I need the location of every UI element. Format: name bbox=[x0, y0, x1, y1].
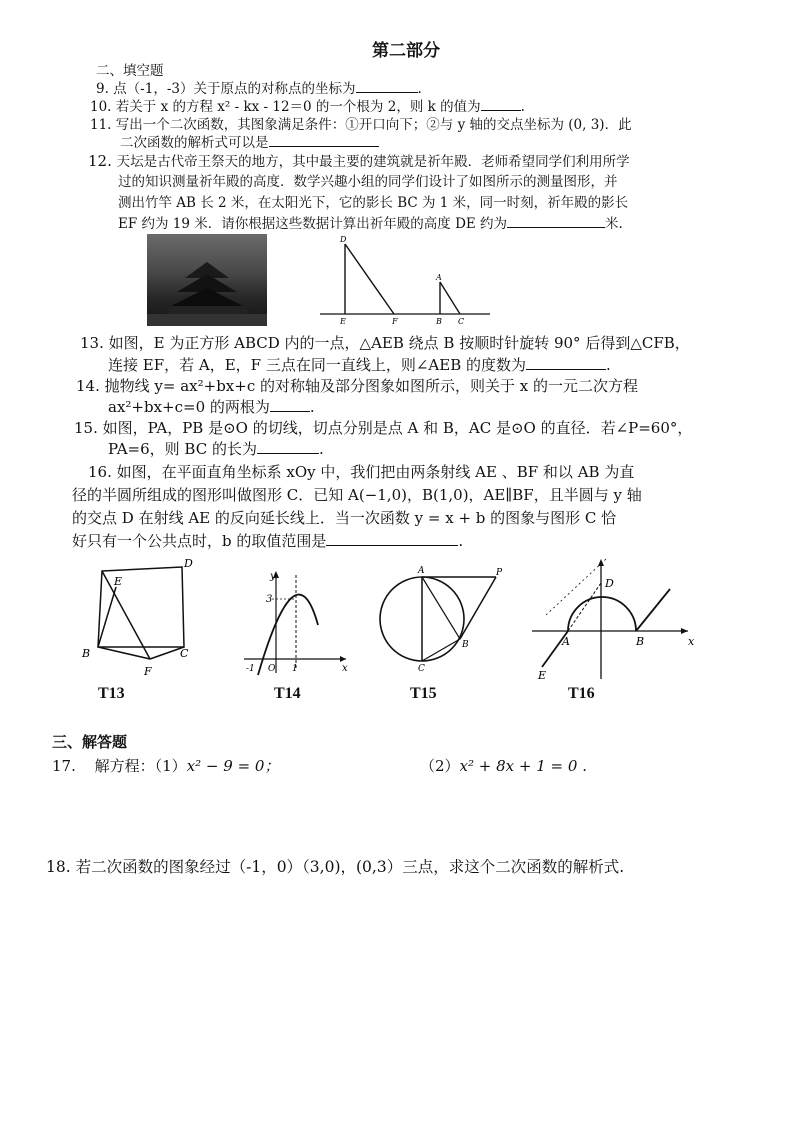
label-3: 3 bbox=[266, 594, 273, 605]
question-18 bbox=[46, 858, 624, 876]
label-minus1: -1 bbox=[246, 664, 255, 674]
label-A: A bbox=[418, 566, 425, 576]
question-13-line2 bbox=[108, 356, 611, 374]
question-17 bbox=[52, 757, 279, 775]
punct: . bbox=[458, 532, 464, 550]
label-y: y bbox=[270, 571, 276, 582]
label-x: x bbox=[688, 635, 695, 648]
label-B: B bbox=[436, 317, 442, 326]
question-14-line2 bbox=[108, 398, 315, 416]
answer-blank bbox=[326, 533, 458, 546]
question-number: 11. bbox=[90, 117, 112, 133]
question-text: 若二次函数的图象经过（-1，0）（3,0)，(0,3）三点，求这个二次函数的解析式. bbox=[75, 858, 625, 876]
label-C: C bbox=[180, 647, 189, 660]
punct: . bbox=[520, 99, 525, 115]
label-D: D bbox=[340, 235, 347, 244]
temple-silhouette bbox=[147, 234, 267, 326]
question-text: 写出一个二次函数，其图象满足条件：①开口向下；②与 y 轴的交点坐标为 (0, 3)．此 bbox=[115, 117, 632, 133]
temple-photo bbox=[147, 234, 267, 326]
question-text: 抛物线 y= ax²+bx+c 的对称轴及部分图象如图所示，则关于 x 的一元二次方程 bbox=[104, 377, 639, 395]
label-C: C bbox=[458, 317, 465, 326]
question-text: （2） bbox=[420, 757, 460, 775]
answer-blank bbox=[507, 215, 605, 228]
question-17-part2 bbox=[420, 757, 587, 775]
question-9 bbox=[96, 80, 422, 98]
question-text: 天坛是古代帝王祭天的地方，其中最主要的建筑就是祈年殿．老师希望同学们利用所学 bbox=[116, 154, 630, 170]
answer-blank bbox=[526, 357, 606, 370]
question-number: 10. bbox=[90, 99, 112, 115]
punct: . bbox=[309, 398, 315, 416]
label-B: B bbox=[462, 640, 469, 650]
label-x: x bbox=[342, 663, 348, 674]
page-title: 第二部分 bbox=[372, 41, 440, 61]
label-A: A bbox=[562, 635, 570, 648]
question-14-line1 bbox=[76, 377, 638, 395]
caption-t14: T14 bbox=[274, 685, 301, 702]
question-16-line2: 径的半圆所组成的图形叫做图形 C．已知 A(−1,0)，B(1,0)，AE∥BF，且半圆与 y 轴 bbox=[72, 486, 642, 504]
question-text: PA=6，则 BC 的长为 bbox=[108, 440, 257, 458]
answer-blank bbox=[481, 98, 521, 111]
question-text: 如图，PA，PB 是⊙O 的切线，切点分别是点 A 和 B，AC 是⊙O 的直径．若∠P=60°， bbox=[102, 419, 693, 437]
question-text: EF 约为 19 米．请你根据这些数据计算出祈年殿的高度 DE 约为 bbox=[118, 216, 508, 232]
figure-t15 bbox=[378, 563, 510, 681]
label-D: D bbox=[605, 577, 614, 590]
caption-t15: T15 bbox=[410, 685, 437, 702]
caption-t16: T16 bbox=[568, 685, 595, 702]
answer-blank bbox=[257, 441, 319, 454]
answer-blank bbox=[270, 399, 310, 412]
question-10 bbox=[90, 98, 525, 116]
figure-t16 bbox=[528, 555, 698, 685]
label-P: P bbox=[496, 568, 503, 578]
question-number: 9. bbox=[96, 81, 109, 97]
question-12-line4 bbox=[118, 215, 623, 233]
question-number: 18. bbox=[46, 858, 71, 876]
label-F: F bbox=[144, 665, 152, 678]
figure-t13 bbox=[78, 555, 208, 685]
label-F: F bbox=[392, 317, 398, 326]
section-heading-fill-in: 二、填空题 bbox=[96, 63, 164, 79]
question-text: 二次函数的解析式可以是 bbox=[120, 135, 269, 151]
question-text: 点（-1，-3）关于原点的对称点的坐标为 bbox=[113, 81, 356, 97]
punct: . bbox=[318, 440, 324, 458]
question-12-line3: 测出竹竿 AB 长 2 米，在太阳光下，它的影长 BC 为 1 米，同一时刻，祈年殿的影长 bbox=[118, 195, 629, 211]
caption-t13: T13 bbox=[98, 685, 125, 702]
question-16-line1 bbox=[88, 463, 634, 481]
label-E: E bbox=[340, 317, 346, 326]
question-text: 连接 EF，若 A，E，F 三点在同一直线上，则∠AEB 的度数为 bbox=[108, 356, 526, 374]
question-number: 14. bbox=[76, 377, 100, 395]
question-12-line2: 过的知识测量祈年殿的高度．数学兴趣小组的同学们设计了如图所示的测量图形，并 bbox=[118, 174, 618, 190]
question-text: 如图，E 为正方形 ABCD 内的一点，△AEB 绕点 B 按顺时针旋转 90° 后得到△CFB， bbox=[108, 334, 690, 352]
question-13-line1 bbox=[80, 334, 690, 352]
equation-2: x² + 8x + 1 = 0 . bbox=[459, 757, 587, 775]
label-1: 1 bbox=[292, 664, 298, 674]
question-number: 16. bbox=[88, 463, 112, 481]
question-number: 12. bbox=[88, 152, 112, 170]
answer-blank bbox=[269, 134, 379, 147]
label-E: E bbox=[538, 669, 547, 682]
section-heading-solve: 三、解答题 bbox=[52, 733, 128, 751]
question-16-line3: 的交点 D 在射线 AE 的反向延长线上．当一次函数 y = x + b 的图象与图形 C 恰 bbox=[72, 509, 617, 527]
question-11-line2 bbox=[120, 134, 379, 152]
question-number: 17. bbox=[52, 757, 76, 775]
question-15-line2 bbox=[108, 440, 324, 458]
q12-measurement-diagram bbox=[310, 232, 500, 330]
answer-blank bbox=[356, 80, 418, 93]
question-text: 解方程：（1） bbox=[94, 757, 187, 775]
question-text: 若关于 x 的方程 x² - kx - 12＝0 的一个根为 2，则 k 的值为 bbox=[115, 99, 481, 115]
label-B: B bbox=[82, 647, 91, 660]
question-text: 好只有一个公共点时，b 的取值范围是 bbox=[72, 532, 327, 550]
punct: . bbox=[417, 81, 422, 97]
label-C: C bbox=[418, 664, 425, 674]
question-16-line4 bbox=[72, 532, 463, 550]
question-15-line1 bbox=[74, 419, 692, 437]
label-E: E bbox=[114, 575, 123, 588]
punct: . bbox=[606, 356, 611, 374]
question-12-line1 bbox=[88, 152, 630, 171]
question-number: 13. bbox=[80, 334, 104, 352]
label-D: D bbox=[184, 557, 193, 570]
label-B: B bbox=[636, 635, 645, 648]
question-text: 如图，在平面直角坐标系 xOy 中，我们把由两条射线 AE 、BF 和以 AB 为直 bbox=[116, 463, 635, 481]
question-11-line1 bbox=[90, 116, 632, 134]
label-A: A bbox=[436, 273, 442, 282]
figure-t14 bbox=[236, 565, 356, 680]
question-text: ax²+bx+c=0 的两根为 bbox=[108, 398, 270, 416]
label-O: O bbox=[268, 664, 276, 674]
equation-1: x² − 9 = 0； bbox=[186, 757, 280, 775]
punct: 米. bbox=[605, 216, 623, 232]
question-number: 15. bbox=[74, 419, 98, 437]
